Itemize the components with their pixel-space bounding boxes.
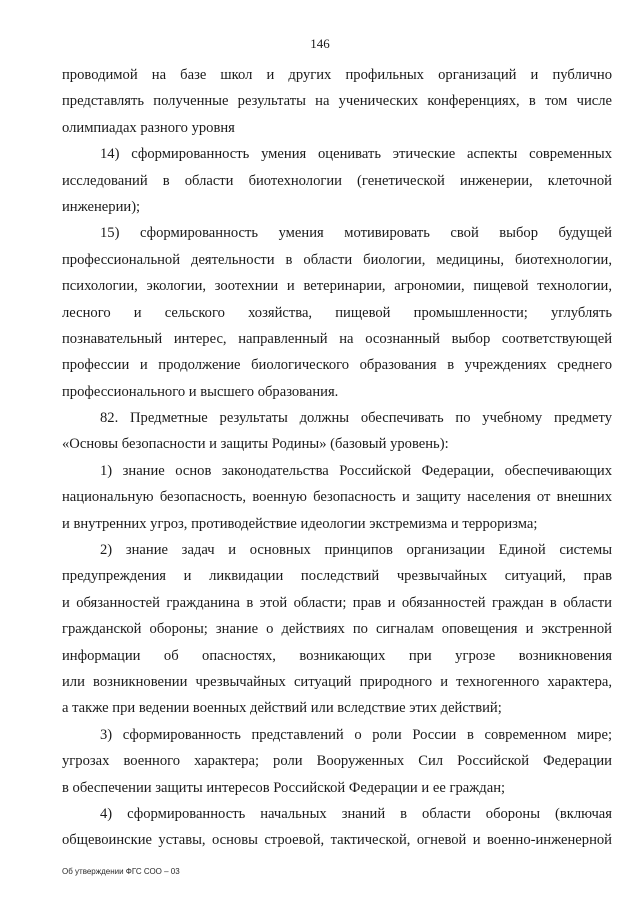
text-line: психологии, экологии, зоотехнии и ветеринарии, агрономии, пищевой технологии, — [62, 278, 612, 295]
text-line: или возникновении чрезвычайных ситуаций природного и техногенного характера, — [62, 673, 612, 690]
text-line: гражданской обороны; знание о действиях по сигналам оповещения и экстренной — [62, 621, 612, 638]
text-line: 82. Предметные результаты должны обеспечивать по учебному предмету — [100, 410, 612, 427]
footer-note: Об утверждении ФГС СОО – 03 — [62, 867, 180, 876]
text-line: профессионального и высшего образования. — [62, 383, 339, 400]
text-line: предупреждения и ликвидации последствий чрезвычайных ситуаций, прав — [62, 568, 612, 585]
text-line: олимпиадах разного уровня — [62, 119, 235, 136]
text-line: в обеспечении защиты интересов Российской Федерации и ее граждан; — [62, 779, 506, 796]
text-line: а также при ведении военных действий или вследствие этих действий; — [62, 700, 502, 717]
text-line: и обязанностей гражданина в этой области; прав и обязанностей граждан в области — [62, 594, 612, 611]
text-line: «Основы безопасности и защиты Родины» (базовый уровень): — [62, 436, 449, 453]
text-line: исследований в области биотехнологии (генетической инженерии, клеточной — [62, 172, 612, 189]
text-line: представлять полученные результаты на ученических конференциях, в том числе — [62, 93, 612, 110]
text-line: 14) сформированность умения оценивать этические аспекты современных — [100, 146, 612, 163]
text-line: национальную безопасность, военную безопасность и защиту населения от внешних — [62, 489, 612, 506]
text-line: лесного и сельского хозяйства, пищевой промышленности; углублять — [62, 304, 612, 321]
text-line: и внутренних угроз, противодействие идеологии экстремизма и терроризма; — [62, 515, 538, 532]
text-line: 2) знание задач и основных принципов организации Единой системы — [100, 542, 612, 559]
text-line: 4) сформированность начальных знаний в области обороны (включая — [100, 805, 612, 822]
document-body — [62, 62, 612, 854]
text-line: 15) сформированность умения мотивировать свой выбор будущей — [100, 225, 612, 242]
text-line: профессиональной деятельности в области биологии, медицины, биотехнологии, — [62, 251, 612, 268]
text-line: познавательный интерес, направленный на осознанный выбор соответствующей — [62, 330, 612, 347]
text-line: инженерии); — [62, 198, 141, 215]
text-line: информации об опасностях, возникающих при угрозе возникновения — [62, 647, 612, 664]
text-line: 1) знание основ законодательства Российской Федерации, обеспечивающих — [100, 462, 612, 479]
text-line: общевоинские уставы, основы строевой, тактической, огневой и военно-инженерной — [62, 832, 612, 849]
text-line: угрозах военного характера; роли Вооруженных Сил Российской Федерации — [62, 753, 612, 770]
page-number: 146 — [310, 36, 330, 51]
text-line: проводимой на базе школ и других профильных организаций и публично — [62, 67, 612, 83]
text-line: 3) сформированность представлений о роли России в современном мире; — [100, 726, 612, 743]
text-line: профессии и продолжение биологического образования в учреждениях среднего — [62, 357, 612, 374]
